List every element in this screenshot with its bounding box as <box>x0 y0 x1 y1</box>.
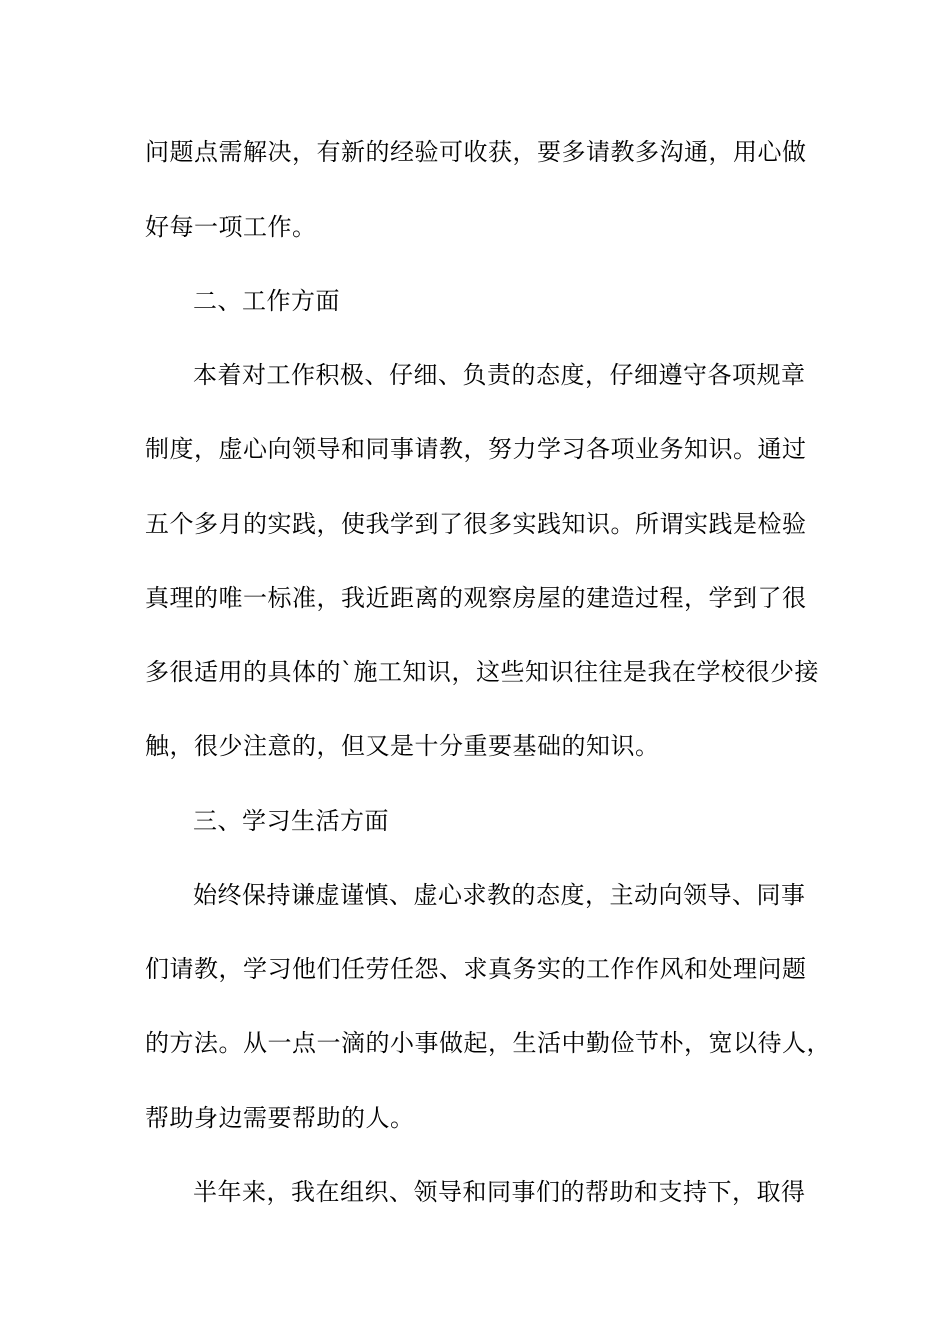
section-heading: 三、学习生活方面 <box>193 807 389 835</box>
text-line: 多很适用的具体的`施工知识，这些知识往往是我在学校很少接 <box>145 658 819 686</box>
text-line: 五个多月的实践，使我学到了很多实践知识。所谓实践是检验 <box>145 510 807 538</box>
text-line: 好每一项工作。 <box>145 213 317 241</box>
text-line: 真理的唯一标准，我近距离的观察房屋的建造过程，学到了很 <box>145 584 807 612</box>
text-line: 们请教，学习他们任劳任怨、求真务实的工作作风和处理问题 <box>145 955 807 983</box>
section-heading: 二、工作方面 <box>193 287 340 315</box>
text-line: 制度，虚心向领导和同事请教，努力学习各项业务知识。通过 <box>145 435 807 463</box>
text-line: 帮助身边需要帮助的人。 <box>145 1104 415 1132</box>
text-line: 半年来，我在组织、领导和同事们的帮助和支持下，取得 <box>193 1178 806 1206</box>
text-line: 的方法。从一点一滴的小事做起，生活中勤俭节朴，宽以待人， <box>145 1029 831 1057</box>
text-line: 始终保持谦虚谨慎、虚心求教的态度，主动向领导、同事 <box>193 881 806 909</box>
text-line: 本着对工作积极、仔细、负责的态度，仔细遵守各项规章 <box>193 361 806 389</box>
text-line: 触，很少注意的，但又是十分重要基础的知识。 <box>145 732 660 760</box>
text-line: 问题点需解决，有新的经验可收获，要多请教多沟通，用心做 <box>145 138 807 166</box>
